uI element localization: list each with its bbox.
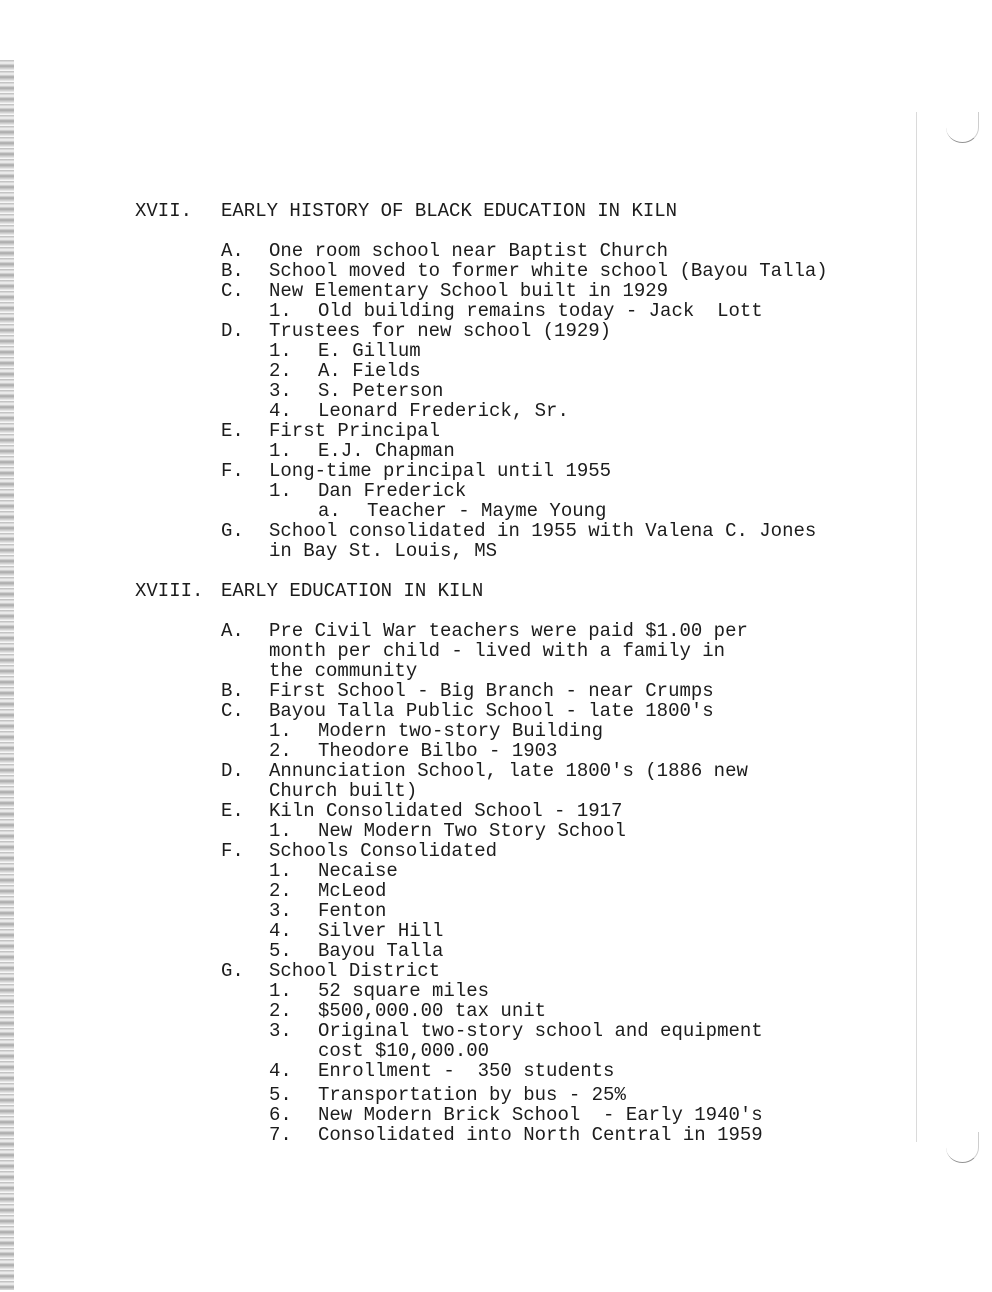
subitem-marker: 1. <box>269 340 292 362</box>
subitem-marker: 1. <box>269 480 292 502</box>
subitem-text: Necaise <box>318 860 398 882</box>
subitem-text: Fenton <box>318 900 387 922</box>
item-text: Trustees for new school (1929) <box>269 320 612 342</box>
subitem-text: Leonard Frederick, Sr. <box>318 400 569 422</box>
item-text: One room school near Baptist Church <box>269 240 669 262</box>
subitem-continuation: cost $10,000.00 <box>318 1040 490 1062</box>
subitem-marker: 4. <box>269 1060 292 1082</box>
item-continuation: month per child - lived with a family in <box>269 640 726 662</box>
subitem-marker: 1. <box>269 980 292 1002</box>
subitem-marker: 7. <box>269 1124 292 1146</box>
punch-hole-mark <box>946 1132 979 1163</box>
subitem-text: Modern two-story Building <box>318 720 604 742</box>
item-marker: F. <box>221 840 244 862</box>
item-marker: C. <box>221 280 244 302</box>
item-text: School moved to former white school (Bayou Talla) <box>269 260 828 282</box>
subitem-text: New Modern Two Story School <box>318 820 626 842</box>
item-marker: B. <box>221 260 244 282</box>
item-marker: E. <box>221 800 244 822</box>
subitem-marker: 6. <box>269 1104 292 1126</box>
item-marker: D. <box>221 760 244 782</box>
subitem-marker: 1. <box>269 860 292 882</box>
subsubitem-marker: a. <box>318 500 341 522</box>
item-text: Kiln Consolidated School - 1917 <box>269 800 623 822</box>
item-marker: G. <box>221 960 244 982</box>
subitem-text: Bayou Talla <box>318 940 444 962</box>
subitem-marker: 4. <box>269 400 292 422</box>
section-title: EARLY HISTORY OF BLACK EDUCATION IN KILN <box>221 200 678 222</box>
subitem-text: New Modern Brick School - Early 1940's <box>318 1104 763 1126</box>
subitem-text: Dan Frederick <box>318 480 467 502</box>
item-marker: C. <box>221 700 244 722</box>
subitem-marker: 2. <box>269 360 292 382</box>
section-numeral: XVIII. <box>135 580 204 602</box>
subitem-marker: 3. <box>269 900 292 922</box>
subitem-marker: 4. <box>269 920 292 942</box>
subitem-marker: 2. <box>269 880 292 902</box>
item-continuation: Church built) <box>269 780 418 802</box>
subitem-text: $500,000.00 tax unit <box>318 1000 547 1022</box>
item-marker: A. <box>221 240 244 262</box>
scan-edge-shadow <box>0 60 14 1290</box>
subitem-marker: 3. <box>269 1020 292 1042</box>
item-text: New Elementary School built in 1929 <box>269 280 669 302</box>
subitem-marker: 1. <box>269 440 292 462</box>
subitem-marker: 1. <box>269 300 292 322</box>
item-text: Long-time principal until 1955 <box>269 460 612 482</box>
subitem-marker: 5. <box>269 1084 292 1106</box>
subsubitem-text: Teacher - Mayme Young <box>367 500 607 522</box>
subitem-marker: 2. <box>269 1000 292 1022</box>
subitem-marker: 3. <box>269 380 292 402</box>
item-marker: G. <box>221 520 244 542</box>
margin-rule <box>916 112 917 1142</box>
subitem-text: Enrollment - 350 students <box>318 1060 615 1082</box>
item-continuation: in Bay St. Louis, MS <box>269 540 498 562</box>
subitem-text: McLeod <box>318 880 387 902</box>
item-marker: B. <box>221 680 244 702</box>
subitem-marker: 1. <box>269 720 292 742</box>
item-marker: F. <box>221 460 244 482</box>
subitem-text: Transportation by bus - 25% <box>318 1084 626 1106</box>
item-text: School District <box>269 960 441 982</box>
item-text: Schools Consolidated <box>269 840 498 862</box>
item-text: School consolidated in 1955 with Valena C. Jones <box>269 520 817 542</box>
subitem-text: A. Fields <box>318 360 421 382</box>
subitem-text: E. Gillum <box>318 340 421 362</box>
subitem-marker: 5. <box>269 940 292 962</box>
subitem-text: S. Peterson <box>318 380 444 402</box>
item-text: Annunciation School, late 1800's (1886 new <box>269 760 748 782</box>
item-marker: A. <box>221 620 244 642</box>
item-text: Pre Civil War teachers were paid $1.00 per <box>269 620 748 642</box>
item-marker: E. <box>221 420 244 442</box>
subitem-text: Original two-story school and equipment <box>318 1020 763 1042</box>
punch-hole-mark <box>946 112 979 143</box>
subitem-marker: 1. <box>269 820 292 842</box>
item-continuation: the community <box>269 660 418 682</box>
subitem-text: Silver Hill <box>318 920 444 942</box>
subitem-text: E.J. Chapman <box>318 440 455 462</box>
item-text: First Principal <box>269 420 441 442</box>
item-marker: D. <box>221 320 244 342</box>
section-numeral: XVII. <box>135 200 193 222</box>
subitem-text: Old building remains today - Jack Lott <box>318 300 763 322</box>
item-text: Bayou Talla Public School - late 1800's <box>269 700 714 722</box>
subitem-text: Theodore Bilbo - 1903 <box>318 740 558 762</box>
subitem-marker: 2. <box>269 740 292 762</box>
subitem-text: Consolidated into North Central in 1959 <box>318 1124 763 1146</box>
item-text: First School - Big Branch - near Crumps <box>269 680 714 702</box>
section-title: EARLY EDUCATION IN KILN <box>221 580 484 602</box>
subitem-text: 52 square miles <box>318 980 490 1002</box>
